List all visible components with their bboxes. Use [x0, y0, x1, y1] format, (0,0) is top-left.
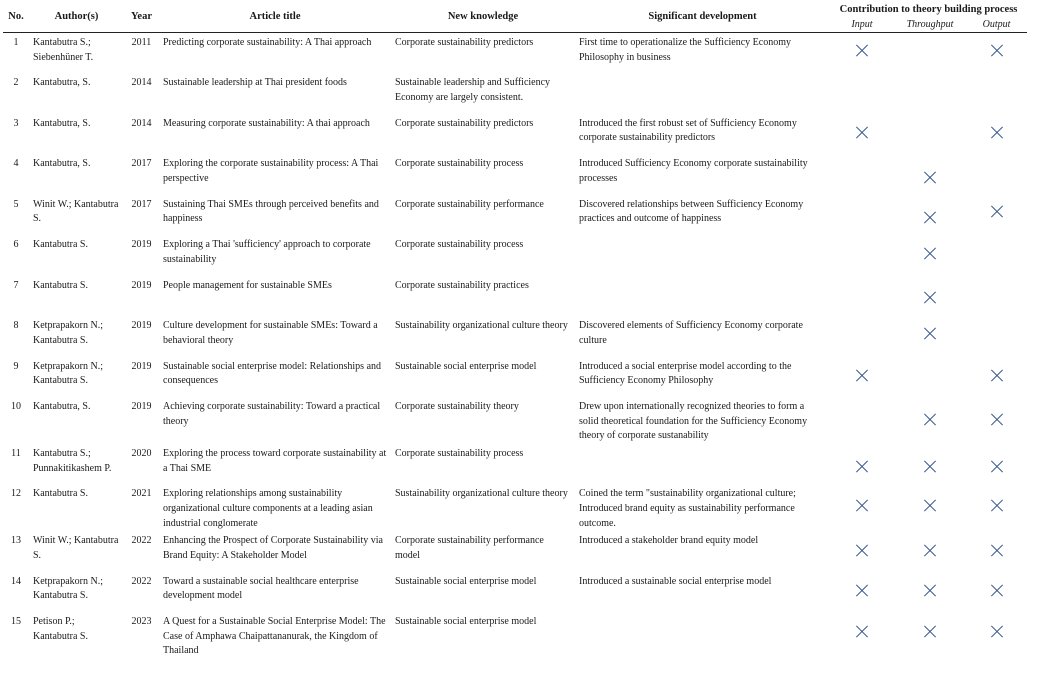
cell-no: 4 — [13, 158, 19, 170]
cell-throughput — [894, 357, 966, 398]
cell-input — [830, 357, 894, 398]
cross-mark-icon — [855, 498, 869, 512]
cross-mark-icon — [855, 543, 869, 557]
cell-no: 15 — [11, 616, 21, 628]
cell-year: 2019 — [131, 320, 152, 332]
cell-output — [966, 397, 1027, 444]
cell-input — [830, 572, 894, 613]
cell-authors: Kantabutra S. — [33, 239, 88, 251]
cell-output — [966, 484, 1027, 531]
cross-mark-icon — [923, 543, 937, 557]
cell-no: 7 — [13, 279, 19, 291]
cross-mark-icon — [923, 498, 937, 512]
cell-no: 10 — [11, 401, 21, 413]
cross-mark-icon — [990, 205, 1004, 219]
cell-throughput — [894, 531, 966, 572]
cell-significant-development: Introduced a sustainable social enterprise model — [579, 575, 772, 587]
table-row — [3, 73, 1027, 114]
cell-authors: Ketprapakorn N.; Kantabutra S. — [33, 320, 103, 346]
cell-article-title: Toward a sustainable social healthcare enterprise development model — [163, 575, 359, 602]
header-authors: Author(s) — [29, 1, 124, 33]
cell-year: 2019 — [131, 401, 152, 413]
cell-significant-development: Introduced a stakeholder brand equity model — [579, 535, 759, 547]
cell-year: 2023 — [131, 616, 152, 628]
table-row — [3, 612, 1027, 659]
cell-throughput — [894, 444, 966, 485]
cell-significant-development: Introduced Sufficiency Economy corporate sustainability processes — [579, 158, 808, 184]
cell-output — [966, 195, 1027, 236]
cell-output — [966, 235, 1027, 276]
cell-significant-development — [575, 276, 830, 317]
cell-output — [966, 276, 1027, 317]
cell-no: 1 — [13, 37, 19, 49]
cell-no: 3 — [13, 117, 19, 129]
cross-mark-icon — [855, 126, 869, 140]
cell-year: 2019 — [131, 360, 152, 372]
cell-throughput — [894, 276, 966, 317]
cell-significant-development: Discovered elements of Sufficiency Economy corporate culture — [579, 320, 803, 346]
cell-input — [830, 195, 894, 236]
cell-authors: Kantabutra, S. — [33, 117, 91, 129]
cell-no: 11 — [11, 447, 21, 459]
cross-mark-icon — [923, 412, 937, 426]
cell-output — [966, 444, 1027, 485]
table-row — [3, 154, 1027, 195]
cross-mark-icon — [855, 460, 869, 474]
cell-article-title: Exploring the corporate sustainability process: A Thai perspective — [163, 158, 379, 184]
cell-year: 2022 — [131, 535, 152, 547]
cell-output — [966, 73, 1027, 114]
cell-output — [966, 33, 1027, 74]
cell-output — [966, 612, 1027, 659]
cross-mark-icon — [990, 369, 1004, 383]
cell-article-title: Exploring relationships among sustainability organizational culture components at a leading asian industrial conglomerate — [163, 488, 373, 529]
cross-mark-icon — [923, 170, 937, 184]
cell-authors: Petison P.; Kantabutra S. — [33, 616, 88, 642]
cell-new-knowledge: Corporate sustainability theory — [395, 401, 519, 413]
cell-input — [830, 397, 894, 444]
cell-new-knowledge: Corporate sustainability performance — [395, 198, 544, 210]
cell-new-knowledge: Sustainable leadership and Sufficiency Economy are largely consistent. — [395, 77, 551, 103]
cross-mark-icon — [990, 498, 1004, 512]
cell-article-title: People management for sustainable SMEs — [163, 279, 332, 291]
header-significant-development: Significant development — [575, 1, 830, 33]
cell-significant-development: Introduced the first robust set of Sufficiency Economy corporate sustainability predictors — [579, 117, 797, 144]
table-row — [3, 235, 1027, 276]
header-throughput: Throughput — [894, 18, 966, 33]
cross-mark-icon — [855, 369, 869, 383]
cross-mark-icon — [990, 43, 1004, 57]
cell-article-title: Predicting corporate sustainability: A Thai approach — [163, 37, 372, 49]
cross-mark-icon — [990, 412, 1004, 426]
cell-authors: Kantabutra S. — [33, 279, 88, 291]
cell-authors: Kantabutra, S. — [33, 77, 91, 89]
cell-input — [830, 73, 894, 114]
header-year: Year — [124, 1, 159, 33]
cell-input — [830, 154, 894, 195]
cross-mark-icon — [990, 624, 1004, 638]
cell-article-title: Exploring the process toward corporate sustainability at a Thai SME — [163, 447, 387, 474]
cell-throughput — [894, 33, 966, 74]
cell-throughput — [894, 114, 966, 155]
header-no: No. — [3, 1, 29, 33]
cell-output — [966, 357, 1027, 398]
cell-year: 2019 — [131, 279, 152, 291]
cell-input — [830, 531, 894, 572]
cell-significant-development: Introduced a social enterprise model according to the Sufficiency Economy Philosophy — [579, 360, 792, 387]
table-row — [3, 484, 1027, 531]
cell-throughput — [894, 235, 966, 276]
cell-authors: Kantabutra S.; Punnakitikashem P. — [33, 447, 112, 474]
cell-significant-development — [575, 73, 830, 114]
cell-new-knowledge: Corporate sustainability practices — [395, 279, 529, 291]
cell-article-title: Achieving corporate sustainability: Toward a practical theory — [163, 401, 381, 427]
cross-mark-icon — [923, 584, 937, 598]
cell-output — [966, 531, 1027, 572]
cell-input — [830, 33, 894, 74]
cell-throughput — [894, 195, 966, 236]
cell-new-knowledge: Corporate sustainability process — [395, 447, 524, 459]
literature-table — [3, 1, 1027, 659]
cross-mark-icon — [923, 211, 937, 225]
cell-authors: Ketprapakorn N.; Kantabutra S. — [33, 360, 103, 387]
table-row — [3, 33, 1027, 74]
cell-significant-development: Coined the term "sustainability organizational culture; Introduced brand equity as sustainability performance outcome. — [579, 488, 796, 529]
header-input: Input — [830, 18, 894, 33]
cell-new-knowledge: Sustainable social enterprise model — [395, 360, 537, 372]
cell-significant-development: Drew upon internationally recognized theories to form a solid theoretical foundation for the Sufficiency Economy theory of corporate sustanability — [579, 401, 808, 442]
cross-mark-icon — [923, 624, 937, 638]
cell-article-title: Exploring a Thai 'sufficiency' approach to corporate sustainability — [163, 239, 371, 265]
table-row — [3, 397, 1027, 444]
cross-mark-icon — [855, 624, 869, 638]
cross-mark-icon — [923, 246, 937, 260]
cell-year: 2014 — [131, 77, 152, 89]
cell-output — [966, 316, 1027, 357]
cross-mark-icon — [923, 460, 937, 474]
cell-authors: Winit W.; Kantabutra S. — [33, 535, 119, 561]
cell-no: 12 — [11, 488, 21, 500]
table-row — [3, 444, 1027, 485]
cell-new-knowledge: Corporate sustainability process — [395, 158, 524, 170]
cell-year: 2017 — [131, 158, 152, 170]
header-contribution: Contribution to theory building process — [839, 4, 1018, 15]
cross-mark-icon — [855, 584, 869, 598]
cross-mark-icon — [990, 460, 1004, 474]
cell-throughput — [894, 612, 966, 659]
cell-significant-development — [575, 612, 830, 659]
cell-authors: Kantabutra, S. — [33, 158, 91, 170]
table-body — [3, 33, 1027, 659]
cell-throughput — [894, 316, 966, 357]
cell-input — [830, 235, 894, 276]
cell-article-title: Enhancing the Prospect of Corporate Sustainability via Brand Equity: A Stakeholder Model — [163, 535, 383, 561]
header-output: Output — [966, 18, 1027, 33]
cell-article-title: Sustaining Thai SMEs through perceived benefits and happiness — [163, 198, 379, 225]
cell-authors: Winit W.; Kantabutra S. — [33, 198, 119, 225]
cell-output — [966, 154, 1027, 195]
cell-no: 14 — [11, 575, 21, 587]
header-article-title: Article title — [159, 1, 391, 33]
cell-output — [966, 114, 1027, 155]
cell-authors: Kantabutra, S. — [33, 401, 91, 413]
cell-throughput — [894, 397, 966, 444]
table-row — [3, 531, 1027, 572]
table-row — [3, 195, 1027, 236]
cell-throughput — [894, 572, 966, 613]
cell-new-knowledge: Corporate sustainability process — [395, 239, 524, 251]
cell-new-knowledge: Corporate sustainability predictors — [395, 37, 534, 49]
cell-year: 2014 — [131, 117, 152, 129]
cell-article-title: Measuring corporate sustainability: A thai approach — [163, 117, 370, 129]
cell-no: 8 — [13, 320, 19, 332]
cell-article-title: A Quest for a Sustainable Social Enterprise Model: The Case of Amphawa Chaipattananurak, the Kingdom of Thailand — [163, 616, 386, 657]
cell-input — [830, 484, 894, 531]
cell-output — [966, 572, 1027, 613]
cell-no: 13 — [11, 535, 21, 547]
cell-no: 2 — [13, 77, 19, 89]
table-row — [3, 572, 1027, 613]
cell-input — [830, 612, 894, 659]
cell-no: 9 — [13, 360, 19, 372]
cell-input — [830, 444, 894, 485]
cell-year: 2020 — [131, 447, 152, 459]
cell-article-title: Sustainable leadership at Thai president foods — [163, 77, 347, 89]
cell-authors: Kantabutra S. — [33, 488, 88, 500]
cell-throughput — [894, 484, 966, 531]
table-row — [3, 276, 1027, 317]
cell-input — [830, 316, 894, 357]
cell-new-knowledge: Sustainability organizational culture theory — [395, 488, 568, 500]
cell-throughput — [894, 73, 966, 114]
cross-mark-icon — [990, 584, 1004, 598]
table-row — [3, 316, 1027, 357]
cell-authors: Ketprapakorn N.; Kantabutra S. — [33, 575, 103, 602]
cross-mark-icon — [855, 43, 869, 57]
cell-significant-development — [575, 235, 830, 276]
table-row — [3, 114, 1027, 155]
cell-year: 2019 — [131, 239, 152, 251]
cell-significant-development — [575, 444, 830, 485]
cell-article-title: Culture development for sustainable SMEs: Toward a behavioral theory — [163, 320, 378, 346]
cell-significant-development: First time to operationalize the Sufficiency Economy Philosophy in business — [579, 37, 791, 63]
cell-new-knowledge: Sustainable social enterprise model — [395, 575, 537, 587]
cross-mark-icon — [990, 126, 1004, 140]
cell-input — [830, 276, 894, 317]
cell-authors: Kantabutra S.; Siebenhüner T. — [33, 37, 94, 63]
cell-new-knowledge: Corporate sustainability performance model — [395, 535, 544, 561]
table-row — [3, 357, 1027, 398]
cell-input — [830, 114, 894, 155]
cell-new-knowledge: Sustainability organizational culture theory — [395, 320, 568, 332]
cell-no: 5 — [13, 198, 19, 210]
cell-significant-development: Discovered relationships between Sufficiency Economy practices and outcome of happiness — [579, 198, 804, 225]
cell-article-title: Sustainable social enterprise model: Relationships and consequences — [163, 360, 382, 387]
cross-mark-icon — [990, 543, 1004, 557]
cell-new-knowledge: Corporate sustainability predictors — [395, 117, 534, 129]
cell-year: 2011 — [131, 37, 152, 49]
cross-mark-icon — [923, 326, 937, 340]
cell-new-knowledge: Sustainable social enterprise model — [395, 616, 537, 628]
cell-year: 2022 — [131, 575, 152, 587]
header-new-knowledge: New knowledge — [391, 1, 575, 33]
cell-year: 2021 — [131, 488, 152, 500]
cross-mark-icon — [923, 291, 937, 305]
cell-year: 2017 — [131, 198, 152, 210]
cell-no: 6 — [13, 239, 19, 251]
cell-throughput — [894, 154, 966, 195]
